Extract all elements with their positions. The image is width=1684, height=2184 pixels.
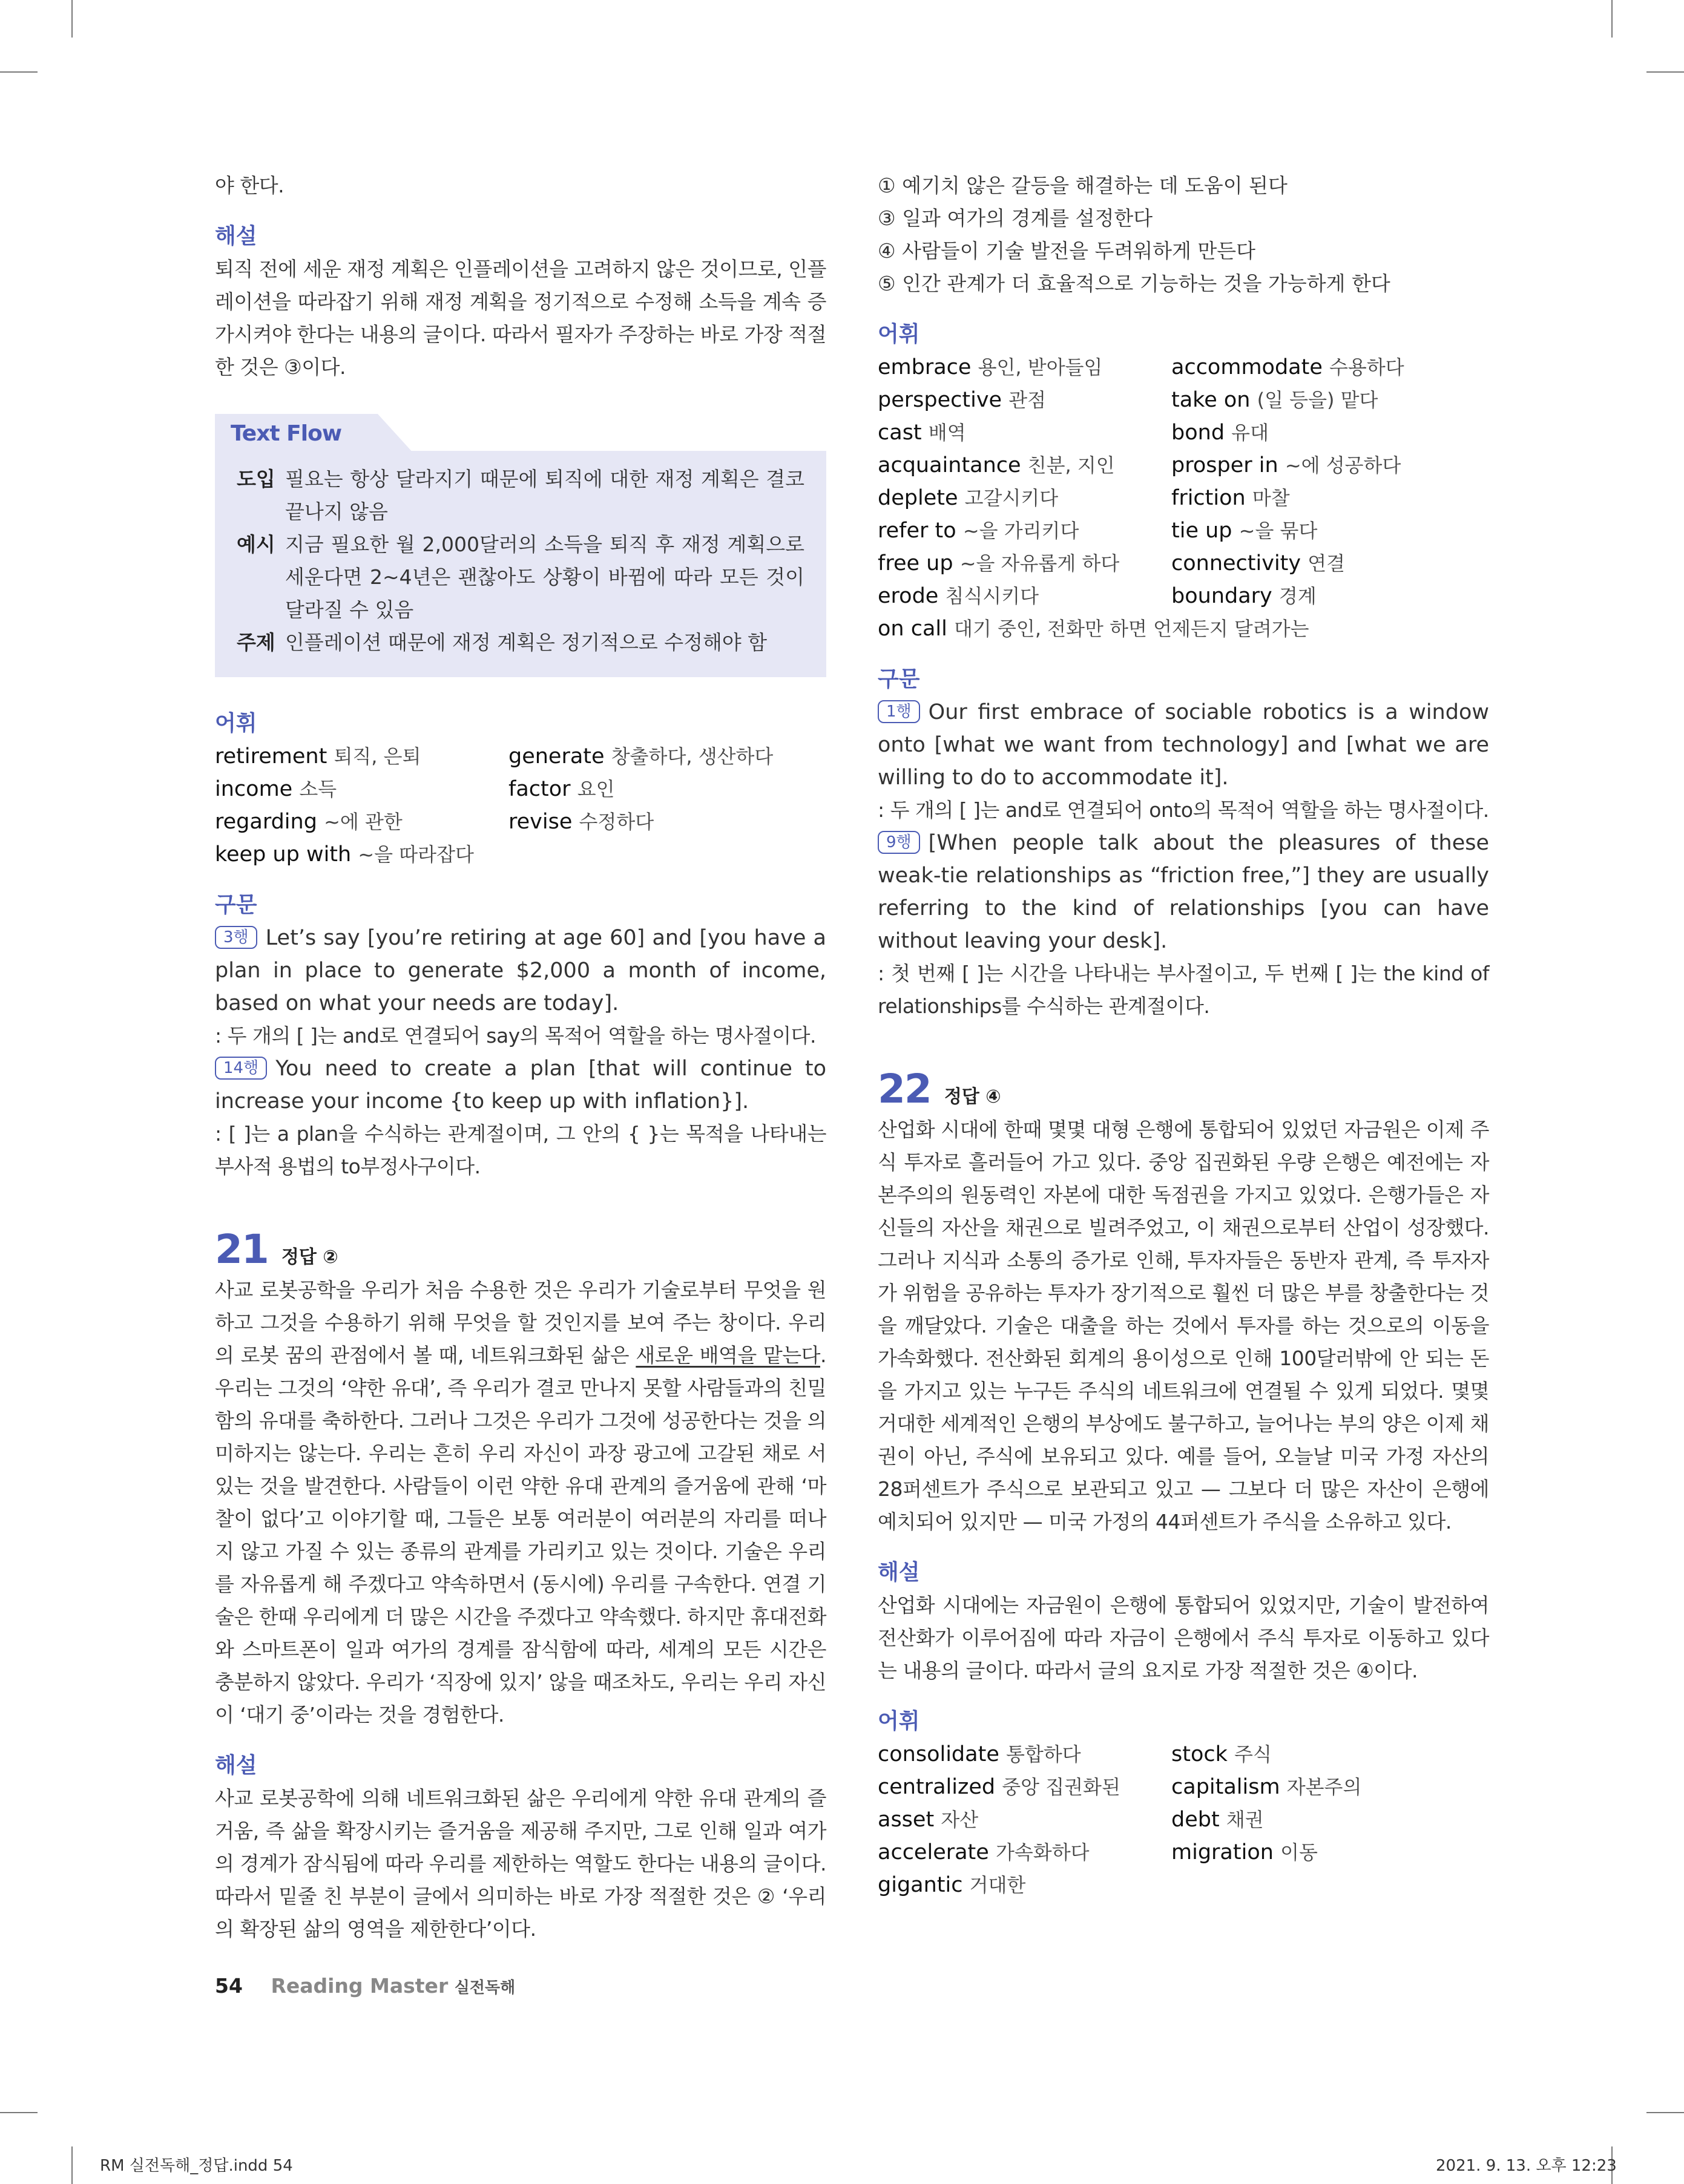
- vocab-item: cast 배역: [878, 421, 966, 445]
- translation-text: 사교 로봇공학을 우리가 처음 수용한 것은 우리가 기술로부터 무엇을 원하고 그것을 수용하기 위해 무엇을 할 것인지를 보여 주는 창이다. 우리의 로봇 꿈의 관점에서 볼 때, 네트워크화된 삶은 새로운 배역을 맡는다. 우리는 그것의 ‘약한 유대’, 즉 우리가 결코 만나지 못할 사람들과의 친밀함의 유대를 축하한다. 그러나 그것은 우리가 그것에 성공한다는 것을 의미하지는 않는다. 우리는 흔히 우리 자신이 과장 광고에 고갈된 채로 서 있는 것을 발견한다. 사람들이 이런 약한 유대 관계의 즐거움에 관해 ‘마찰이 없다’고 이야기할 때, 그들은 보통 여러분이 여러분의 자리를 떠나지 않고 가질 수 있는 종류의 관계를 가리키고 있는 것이다. 기술은 우리를 자유롭게 해 주겠다고 약속하면서 (동시에) 우리를 구속한다. 연결 기술은 한때 우리에게 더 많은 시간을 주겠다고 약속했다. 하지만 휴대전화와 스마트폰이 일과 여가의 경계를 잠식함에 따라, 세계의 모든 시간은 충분하지 않았다. 우리가 ‘직장에 있지’ 않을 때조차도, 우리는 우리 자신이 ‘대기 중’이라는 것을 경험한다.: [215, 1278, 826, 1727]
- gumun-note: : [ ]는 a plan을 수식하는 관계절이며, 그 안의 { }는 목적을 나타내는 부사적 용법의 to부정사구이다.: [215, 1122, 826, 1178]
- haeseol-text: 퇴직 전에 세운 재정 계획은 인플레이션을 고려하지 않은 것이므로, 인플레이션을 따라잡기 위해 재정 계획을 정기적으로 수정해 소득을 계속 증가시켜야 한다는 내용의 글이다. 따라서 필자가 주장하는 바로 가장 적절한 것은 ③이다.: [215, 257, 826, 379]
- gumun-note: : 두 개의 [ ]는 and로 연결되어 onto의 목적어 역할을 하는 명사절이다.: [878, 798, 1489, 822]
- answer-label: 정답 ④: [944, 1086, 1001, 1107]
- line-tag: 14행: [215, 1057, 267, 1080]
- choice-list: [878, 169, 1489, 300]
- vocab-item: connectivity 연결: [1171, 551, 1346, 576]
- vocab-item: acquaintance 친분, 지인: [878, 453, 1115, 477]
- haeseol-heading: 해설: [878, 1560, 920, 1585]
- vocab-item: on call 대기 중인, 전화만 하면 언제든지 달려가는: [878, 617, 1309, 641]
- choice-item: ③ 일과 여가의 경계를 설정한다: [878, 206, 1153, 230]
- vocab-item: boundary 경계: [1171, 584, 1317, 608]
- vocab-item: generate 창출하다, 생산하다: [508, 744, 774, 769]
- vocab-item: factor 요인: [508, 777, 615, 801]
- text-flow-key: 예시: [237, 533, 275, 556]
- answer-label: 정답 ②: [281, 1247, 338, 1268]
- vocab-heading: 어휘: [878, 1709, 920, 1734]
- text-flow-content: [215, 451, 826, 677]
- vocab-item: consolidate 통합하다: [878, 1742, 1081, 1766]
- vocab-item: prosper in ~에 성공하다: [1171, 453, 1401, 477]
- vocab-item: bond 유대: [1171, 421, 1269, 445]
- gumun-note: : 두 개의 [ ]는 and로 연결되어 say의 목적어 역할을 하는 명사절이다.: [215, 1024, 816, 1048]
- gumun-item: [878, 696, 1489, 827]
- text-flow-row: [237, 528, 804, 626]
- vocab-item: retirement 퇴직, 은퇴: [215, 744, 421, 769]
- gumun-item: [215, 922, 826, 1052]
- haeseol-text: 산업화 시대에는 자금원이 은행에 통합되어 있었지만, 기술이 발전하여 전산화가 이루어짐에 따라 자금이 은행에서 주식 투자로 이동하고 있다는 내용의 글이다. 따라서 글의 요지로 가장 적절한 것은 ④이다.: [878, 1593, 1489, 1682]
- vocab-item: embrace 용인, 받아들임: [878, 355, 1103, 379]
- vocab-item: income 소득: [215, 777, 337, 801]
- vocab-item: migration 이동: [1171, 1840, 1318, 1864]
- vocab-item: deplete 고갈시키다: [878, 486, 1059, 510]
- text-flow-value: 지금 필요한 월 2,000달러의 소득을 퇴직 후 재정 계획으로 세운다면 2~4년은 괜찮아도 상황이 바뀜에 따라 모든 것이 달라질 수 있음: [285, 533, 804, 621]
- gumun-item: [215, 1052, 826, 1183]
- crop-mark: [0, 2112, 38, 2113]
- line-tag: 1행: [878, 700, 920, 723]
- vocab-item: tie up ~을 묶다: [1171, 519, 1318, 543]
- text-flow-row: [237, 463, 804, 528]
- haeseol-heading: 해설: [215, 224, 257, 249]
- text-flow-tab: Text Flow: [215, 414, 378, 451]
- haeseol-text: 사교 로봇공학에 의해 네트워크화된 삶은 우리에게 약한 유대 관계의 즐거움, 즉 삶을 확장시키는 즐거움을 제공해 주지만, 그로 인해 일과 여가의 경계가 잠식됨에 따라 우리를 제한하는 역할도 한다는 내용의 글이다. 따라서 밑줄 친 부분이 글에서 의미하는 바로 가장 적절한 것은 ② ‘우리의 확장된 삶의 영역을 제한한다’이다.: [215, 1786, 826, 1941]
- intro-text: 야 한다.: [215, 174, 285, 197]
- vocab-item: accelerate 가속화하다: [878, 1840, 1090, 1864]
- gumun-english: Our first embrace of sociable robotics is a window onto [what we want from technology] and [what we are willing to do to accommodate it].: [878, 700, 1489, 790]
- translation-text: 산업화 시대에 한때 몇몇 대형 은행에 통합되어 있었던 자금원은 이제 주식 투자로 흘러들어 가고 있다. 중앙 집권화된 우량 은행은 예전에는 자본주의의 원동력인 자본에 대한 독점권을 가지고 있었다. 은행가들은 자신들의 자산을 채권으로 빌려주었고, 이 채권으로부터 산업이 성장했다. 그러나 지식과 소통의 증가로 인해, 투자자들은 동반자 관계, 즉 투자자가 위험을 공유하는 투자가 장기적으로 훨씬 더 많은 부를 창출한다는 것을 깨달았다. 기술은 대출을 하는 것에서 투자를 하는 것으로의 이동을 가속화했다. 전산화된 회계의 용이성으로 인해 100달러밖에 안 되는 돈을 가지고 있는 누구든 주식의 네트워크에 연결될 수 있게 되었다. 몇몇 거대한 세계적인 은행의 부상에도 불구하고, 늘어나는 부의 양은 이제 채권이 아닌, 주식에 보유되고 있다. 예를 들어, 오늘날 미국 가정 자산의 28퍼센트가 주식으로 보관되고 있고 — 그보다 더 많은 자산이 은행에 예치되어 있지만 — 미국 가정의 44퍼센트가 주식을 소유하고 있다.: [878, 1118, 1489, 1533]
- text-flow-key: 주제: [237, 631, 275, 654]
- book-title: Reading Master: [271, 1974, 449, 1998]
- gumun-item: [878, 827, 1489, 1023]
- gumun-english: [When people talk about the pleasures of these weak-tie relationships as “friction free,”] they are usually referring to the kind of relationships [you can have without leaving your desk].: [878, 831, 1489, 953]
- page-footer: [215, 1974, 515, 1998]
- gumun-heading: 구문: [215, 893, 257, 917]
- choice-item: ⑤ 인간 관계가 더 효율적으로 기능하는 것을 가능하게 한다: [878, 272, 1390, 295]
- vocab-item: capitalism 자본주의: [1171, 1775, 1362, 1799]
- line-tag: 3행: [215, 926, 257, 949]
- slug-date: 2021. 9. 13. 오후 12:23: [1436, 2157, 1617, 2175]
- text-flow-row: [237, 626, 804, 659]
- crop-mark: [1646, 71, 1684, 73]
- text-flow-value: 인플레이션 때문에 재정 계획은 정기적으로 수정해야 함: [285, 631, 768, 654]
- vocab-item: refer to ~을 가리키다: [878, 519, 1079, 543]
- vocab-item: perspective 관점: [878, 388, 1047, 412]
- vocab-item: free up ~을 자유롭게 하다: [878, 551, 1120, 576]
- text-flow-value: 필요는 항상 달라지기 때문에 퇴직에 대한 재정 계획은 결코 끝나지 않음: [285, 467, 804, 523]
- vocab-item: centralized 중앙 집권화된: [878, 1775, 1120, 1799]
- crop-mark: [71, 2146, 73, 2184]
- question-header: [878, 1065, 1489, 1113]
- text-flow-box: [215, 414, 826, 677]
- vocab-item: friction 마찰: [1171, 486, 1290, 510]
- right-column: [878, 169, 1489, 1901]
- text-flow-key: 도입: [237, 467, 275, 491]
- question-header: [215, 1225, 826, 1274]
- vocab-item: erode 침식시키다: [878, 584, 1039, 608]
- vocab-item: keep up with ~을 따라잡다: [215, 842, 474, 867]
- slug-filename: RM 실전독해_정답.indd 54: [100, 2157, 293, 2175]
- vocab-item: accommodate 수용하다: [1171, 355, 1404, 379]
- left-column: [215, 169, 826, 1946]
- line-tag: 9행: [878, 831, 920, 854]
- crop-mark: [71, 0, 73, 38]
- crop-mark: [1611, 0, 1613, 38]
- crop-mark: [0, 71, 38, 73]
- gumun-english: You need to create a plan [that will continue to increase your income {to keep up with inflation}].: [215, 1057, 826, 1113]
- gumun-heading: 구문: [878, 667, 920, 692]
- haeseol-heading: 해설: [215, 1753, 257, 1778]
- question-number: 22: [878, 1066, 931, 1112]
- vocab-list: [878, 1738, 1489, 1901]
- vocab-item: debt 채권: [1171, 1808, 1264, 1832]
- choice-item: ① 예기치 않은 갈등을 해결하는 데 도움이 된다: [878, 174, 1288, 197]
- vocab-list: [878, 351, 1489, 645]
- vocab-item: take on (일 등을) 맡다: [1171, 388, 1378, 412]
- vocab-list: [215, 740, 826, 871]
- question-number: 21: [215, 1226, 268, 1273]
- vocab-item: gigantic 거대한: [878, 1873, 1026, 1897]
- vocab-item: regarding ~에 관한: [215, 810, 403, 834]
- vocab-item: revise 수정하다: [508, 810, 654, 834]
- vocab-item: asset 자산: [878, 1808, 979, 1832]
- vocab-heading: 어휘: [215, 711, 257, 736]
- underlined-phrase: 새로운 배역을 맡는다: [636, 1343, 820, 1367]
- vocab-heading: 어휘: [878, 322, 920, 347]
- vocab-item: stock 주식: [1171, 1742, 1272, 1766]
- choice-item: ④ 사람들이 기술 발전을 두려워하게 만든다: [878, 239, 1255, 263]
- gumun-note: : 첫 번째 [ ]는 시간을 나타내는 부사절이고, 두 번째 [ ]는 the kind of relationships를 수식하는 관계절이다.: [878, 962, 1489, 1018]
- page-number: 54: [215, 1974, 243, 1998]
- book-subtitle: 실전독해: [454, 1979, 516, 1997]
- crop-mark: [1646, 2112, 1684, 2113]
- gumun-english: Let’s say [you’re retiring at age 60] and [you have a plan in place to generate $2,000 a month of income, based on what your needs are today].: [215, 926, 826, 1015]
